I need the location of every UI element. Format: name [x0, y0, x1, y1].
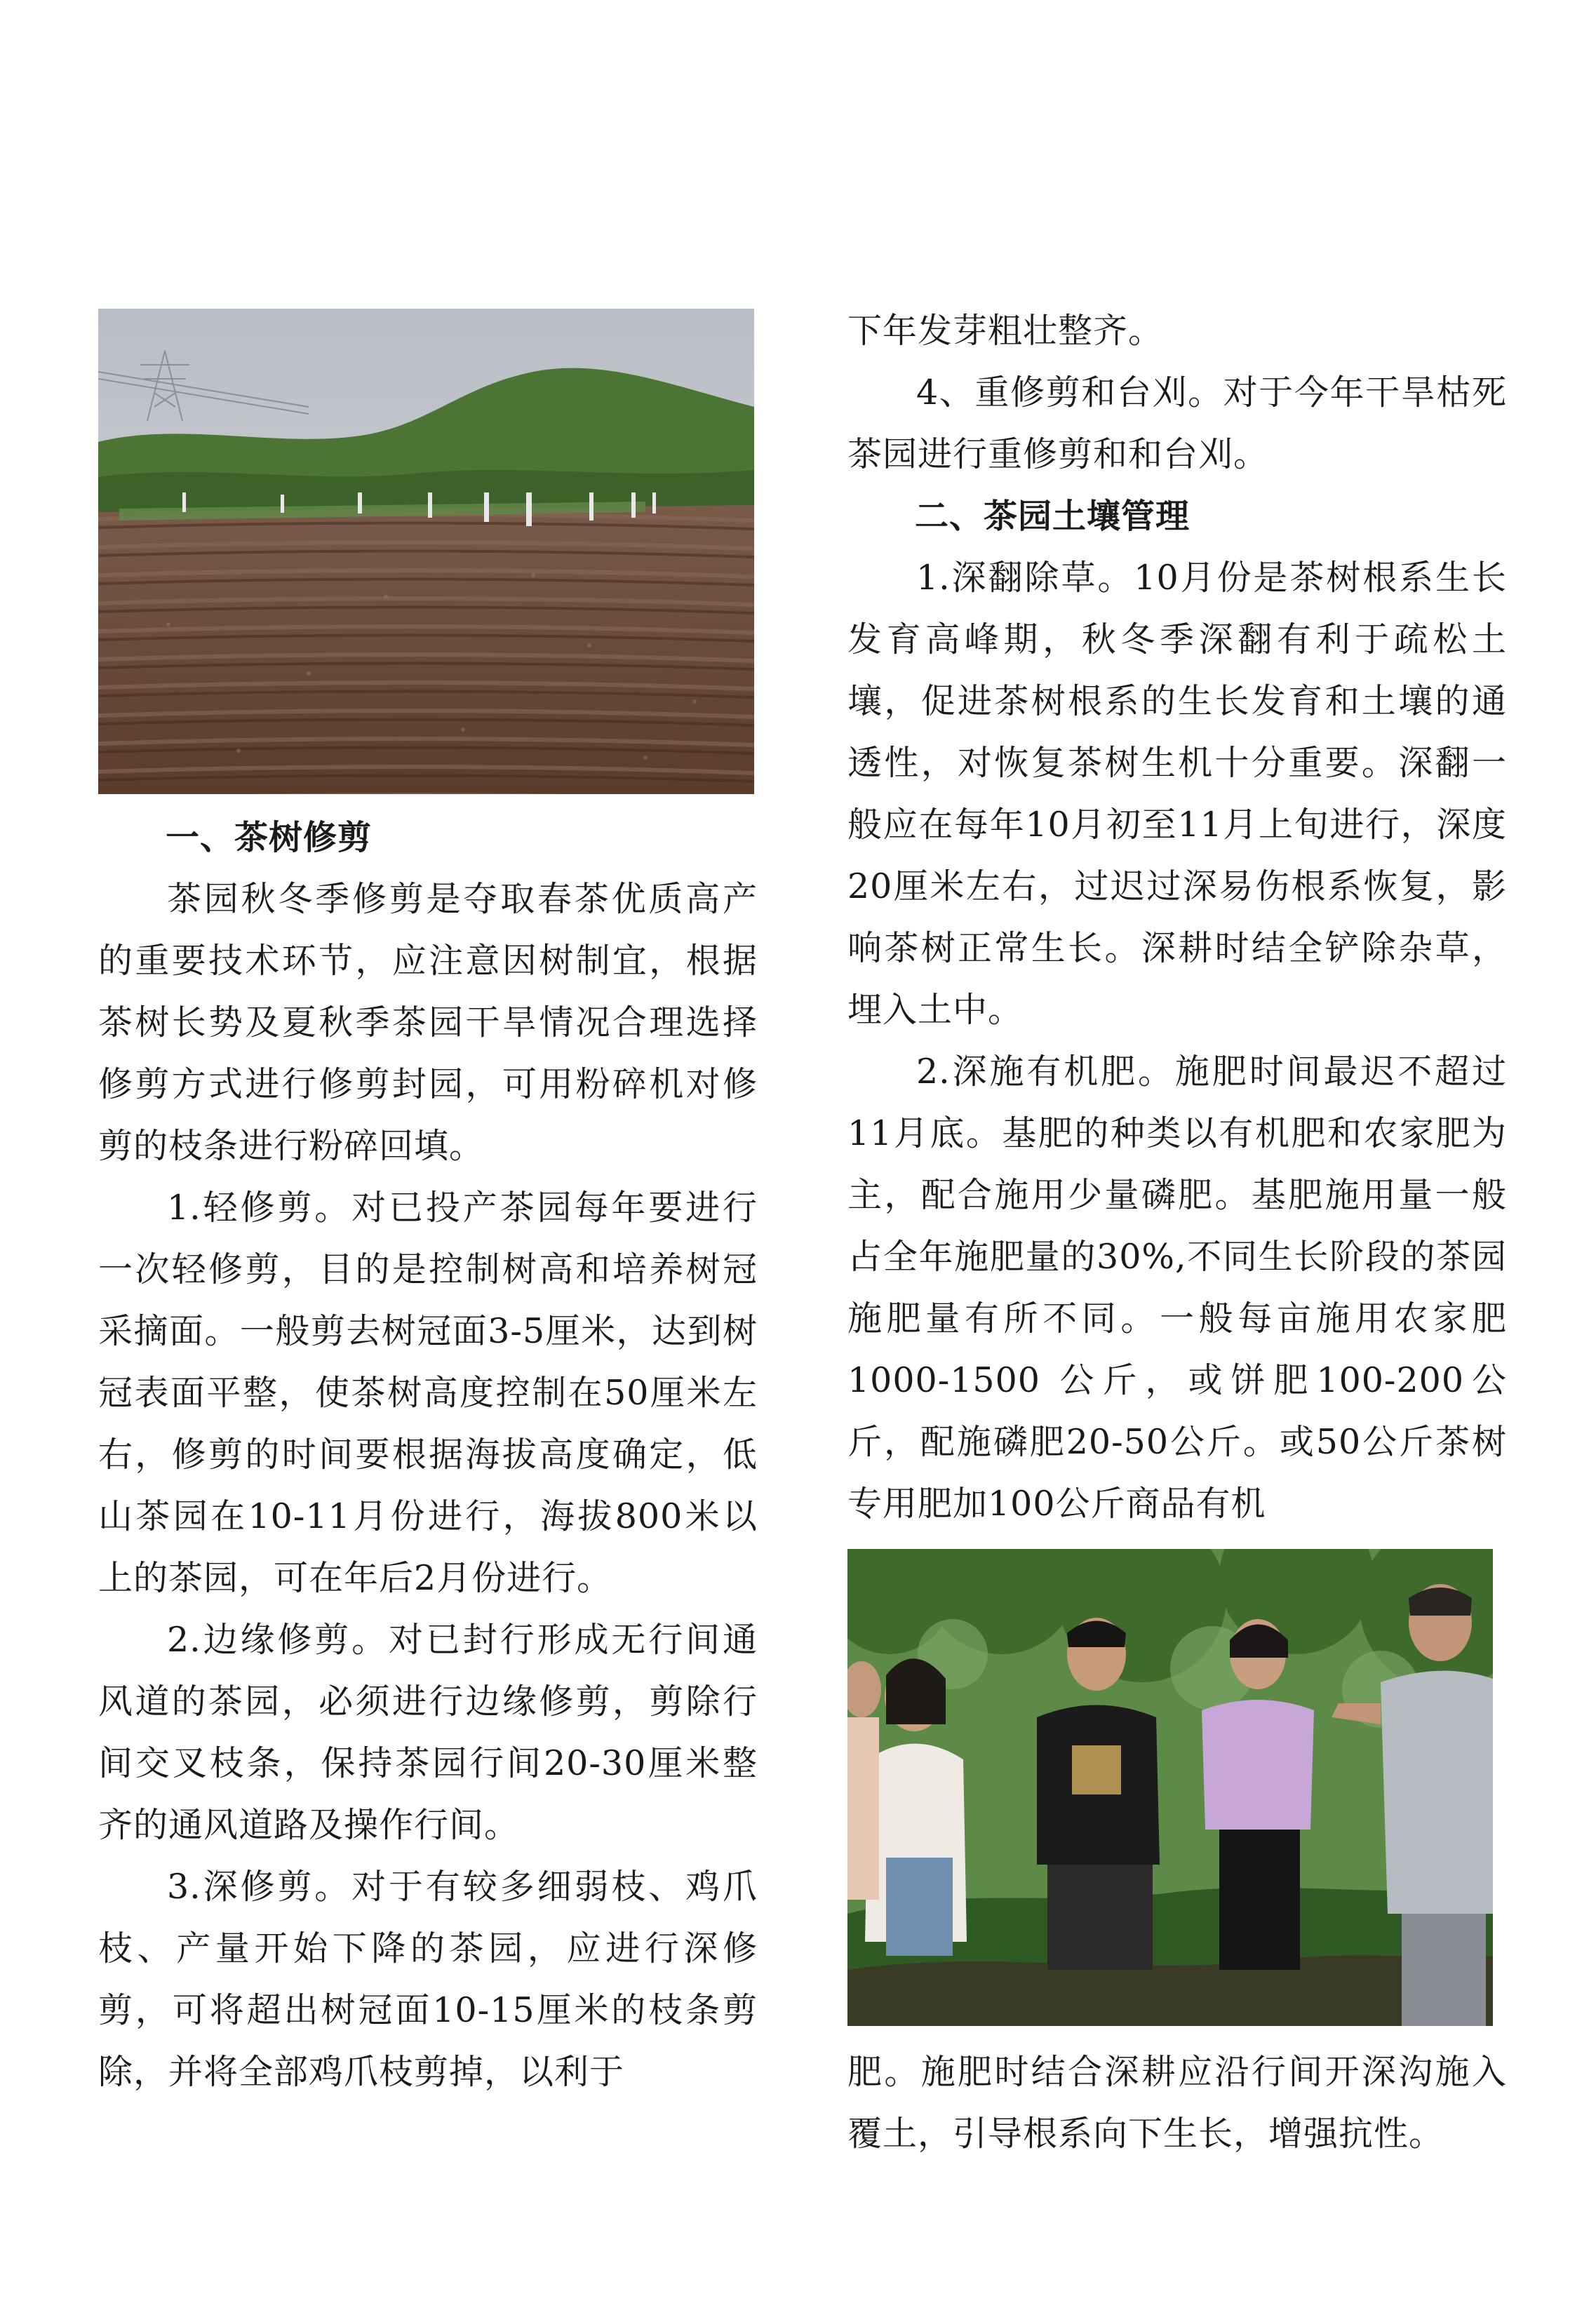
paragraph-edge-pruning: 2.边缘修剪。对已封行形成无行间通风道的茶园，必须进行边缘修剪，剪除行间交叉枝条，保持茶园行间20-30厘米整齐的通风道路及操作行间。 — [98, 1620, 758, 1845]
paragraph-deep-pruning-continued: 下年发芽粗壮整齐。 — [847, 311, 1164, 351]
tea-garden-people-photo — [847, 1549, 1493, 2026]
paragraph-heavy-pruning: 4、重修剪和台刈。对于今年干旱枯死茶园进行重修剪和和台刈。 — [847, 373, 1507, 474]
section-heading-soil: 二、茶园土壤管理 — [915, 497, 1191, 536]
paragraph-light-pruning: 1.轻修剪。对已投产茶园每年要进行一次轻修剪，目的是控制树高和培养树冠采摘面。一般剪去树冠面3-5厘米，达到树冠表面平整，使茶树高度控制在50厘米左右，修剪的时间要根据海拔高度确定，低山茶园在10-11月份进行，海拔800米以上的茶园，可在年后2月份进行。 — [98, 1188, 758, 1598]
tea-field-photo — [98, 309, 754, 794]
paragraph-organic-fertilizer: 2.深施有机肥。施肥时间最迟不超过11月底。基肥的种类以有机肥和农家肥为主，配合施用少量磷肥。基肥施用量一般占全年施肥量的30%,不同生长阶段的茶园施肥量有所不同。一般每亩施用农家肥 1000-1500 公斤，或饼肥100-200公斤，配施磷肥20-50公斤。或50公斤茶树专用肥加100公斤商品有机 — [847, 1052, 1507, 1524]
paragraph-deep-pruning: 3.深修剪。对于有较多细弱枝、鸡爪枝、产量开始下降的茶园，应进行深修剪，可将超出树冠面10-15厘米的枝条剪除，并将全部鸡爪枝剪掉，以利于 — [98, 1867, 758, 2092]
left-column — [98, 807, 758, 2103]
paragraph-deep-tillage: 1.深翻除草。10月份是茶树根系生长发育高峰期，秋冬季深翻有利于疏松土壤，促进茶树根系的生长发育和土壤的通透性，对恢复茶树生机十分重要。深翻一般应在每年10月初至11月上旬进行，深度20厘米左右，过迟过深易伤根系恢复，影响茶树正常生长。深耕时结全铲除杂草，埋入土中。 — [847, 558, 1507, 1030]
paragraph-pruning-intro: 茶园秋冬季修剪是夺取春茶优质高产的重要技术环节，应注意因树制宜，根据茶树长势及夏秋季茶园干旱情况合理选择修剪方式进行修剪封园，可用粉碎机对修剪的枝条进行粉碎回填。 — [98, 879, 758, 1166]
right-column-top — [847, 300, 1507, 1535]
right-column-bottom — [847, 2041, 1507, 2165]
paragraph-fertilizer-continued: 肥。施肥时结合深耕应沿行间开深沟施入覆土，引导根系向下生长，增强抗性。 — [847, 2052, 1507, 2154]
section-heading-pruning: 一、茶树修剪 — [166, 818, 373, 857]
